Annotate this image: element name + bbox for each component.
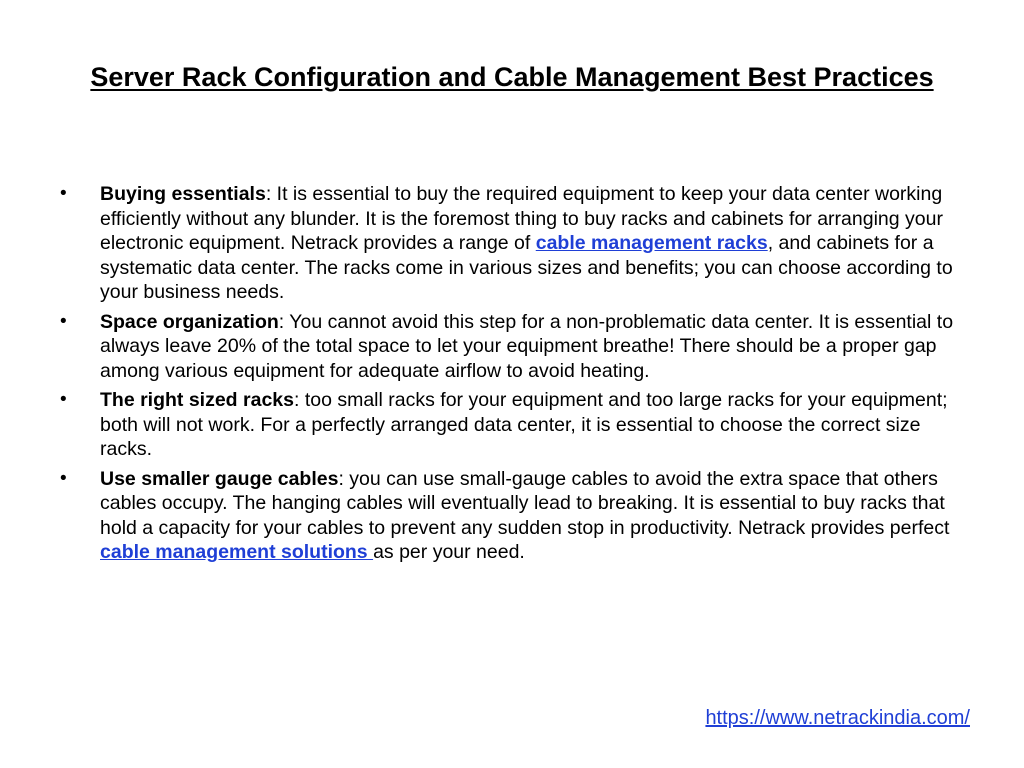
- bullet-item-right-sized-racks: [60, 388, 970, 462]
- bullet-term: The right sized racks: [100, 389, 294, 411]
- cable-management-racks-link[interactable]: cable management racks: [535, 232, 768, 254]
- bullet-term: Buying essentials: [100, 183, 266, 205]
- bullet-term: Use smaller gauge cables: [100, 467, 339, 490]
- bullet-item-smaller-gauge-cables: [60, 467, 970, 565]
- bullet-text: : too small racks for your equipment and too large racks for your equipment; both will not work. For a perfectly arranged data center, it is essential to choose the correct size racks.: [100, 389, 948, 460]
- website-link[interactable]: https://www.netrackindia.com/: [705, 707, 970, 729]
- bullet-list: [60, 182, 970, 570]
- bullet-text: : It is essential to buy the required equipment to keep your data center working efficiently without any blunder. It is the foremost thing to buy racks and cabinets for arranging your electronic equipment. Netrack provides a range of: [100, 183, 943, 254]
- bullet-item-space-organization: [60, 310, 970, 384]
- bullet-icon: •: [60, 389, 67, 410]
- bullet-text: : You cannot avoid this step for a non-problematic data center. It is essential to always leave 20% of the total space to let your equipment breathe! There should be a proper gap among various equipment for adequate airflow to avoid heating.: [100, 310, 954, 382]
- bullet-text-continued: , and cabinets for a systematic data center. The racks come in various sizes and benefits; you can choose according to your business needs.: [100, 232, 953, 303]
- bullet-term: Space organization: [100, 310, 279, 333]
- cable-management-solutions-link[interactable]: cable management solutions: [100, 541, 374, 563]
- bullet-icon: •: [60, 310, 67, 332]
- page-title: Server Rack Configuration and Cable Management Best Practices: [90, 62, 934, 92]
- bullet-text-continued: as per your need.: [373, 541, 525, 563]
- bullet-text: : you can use small-gauge cables to avoid the extra space that others cables occupy. The hanging cables will eventually lead to breaking. It is essential to buy racks that hold a capacity for your cables to prevent any sudden stop in productivity. Netrack provides perfect: [100, 467, 950, 539]
- bullet-item-buying-essentials: [60, 182, 970, 305]
- bullet-icon: •: [60, 183, 67, 204]
- bullet-icon: •: [60, 467, 67, 489]
